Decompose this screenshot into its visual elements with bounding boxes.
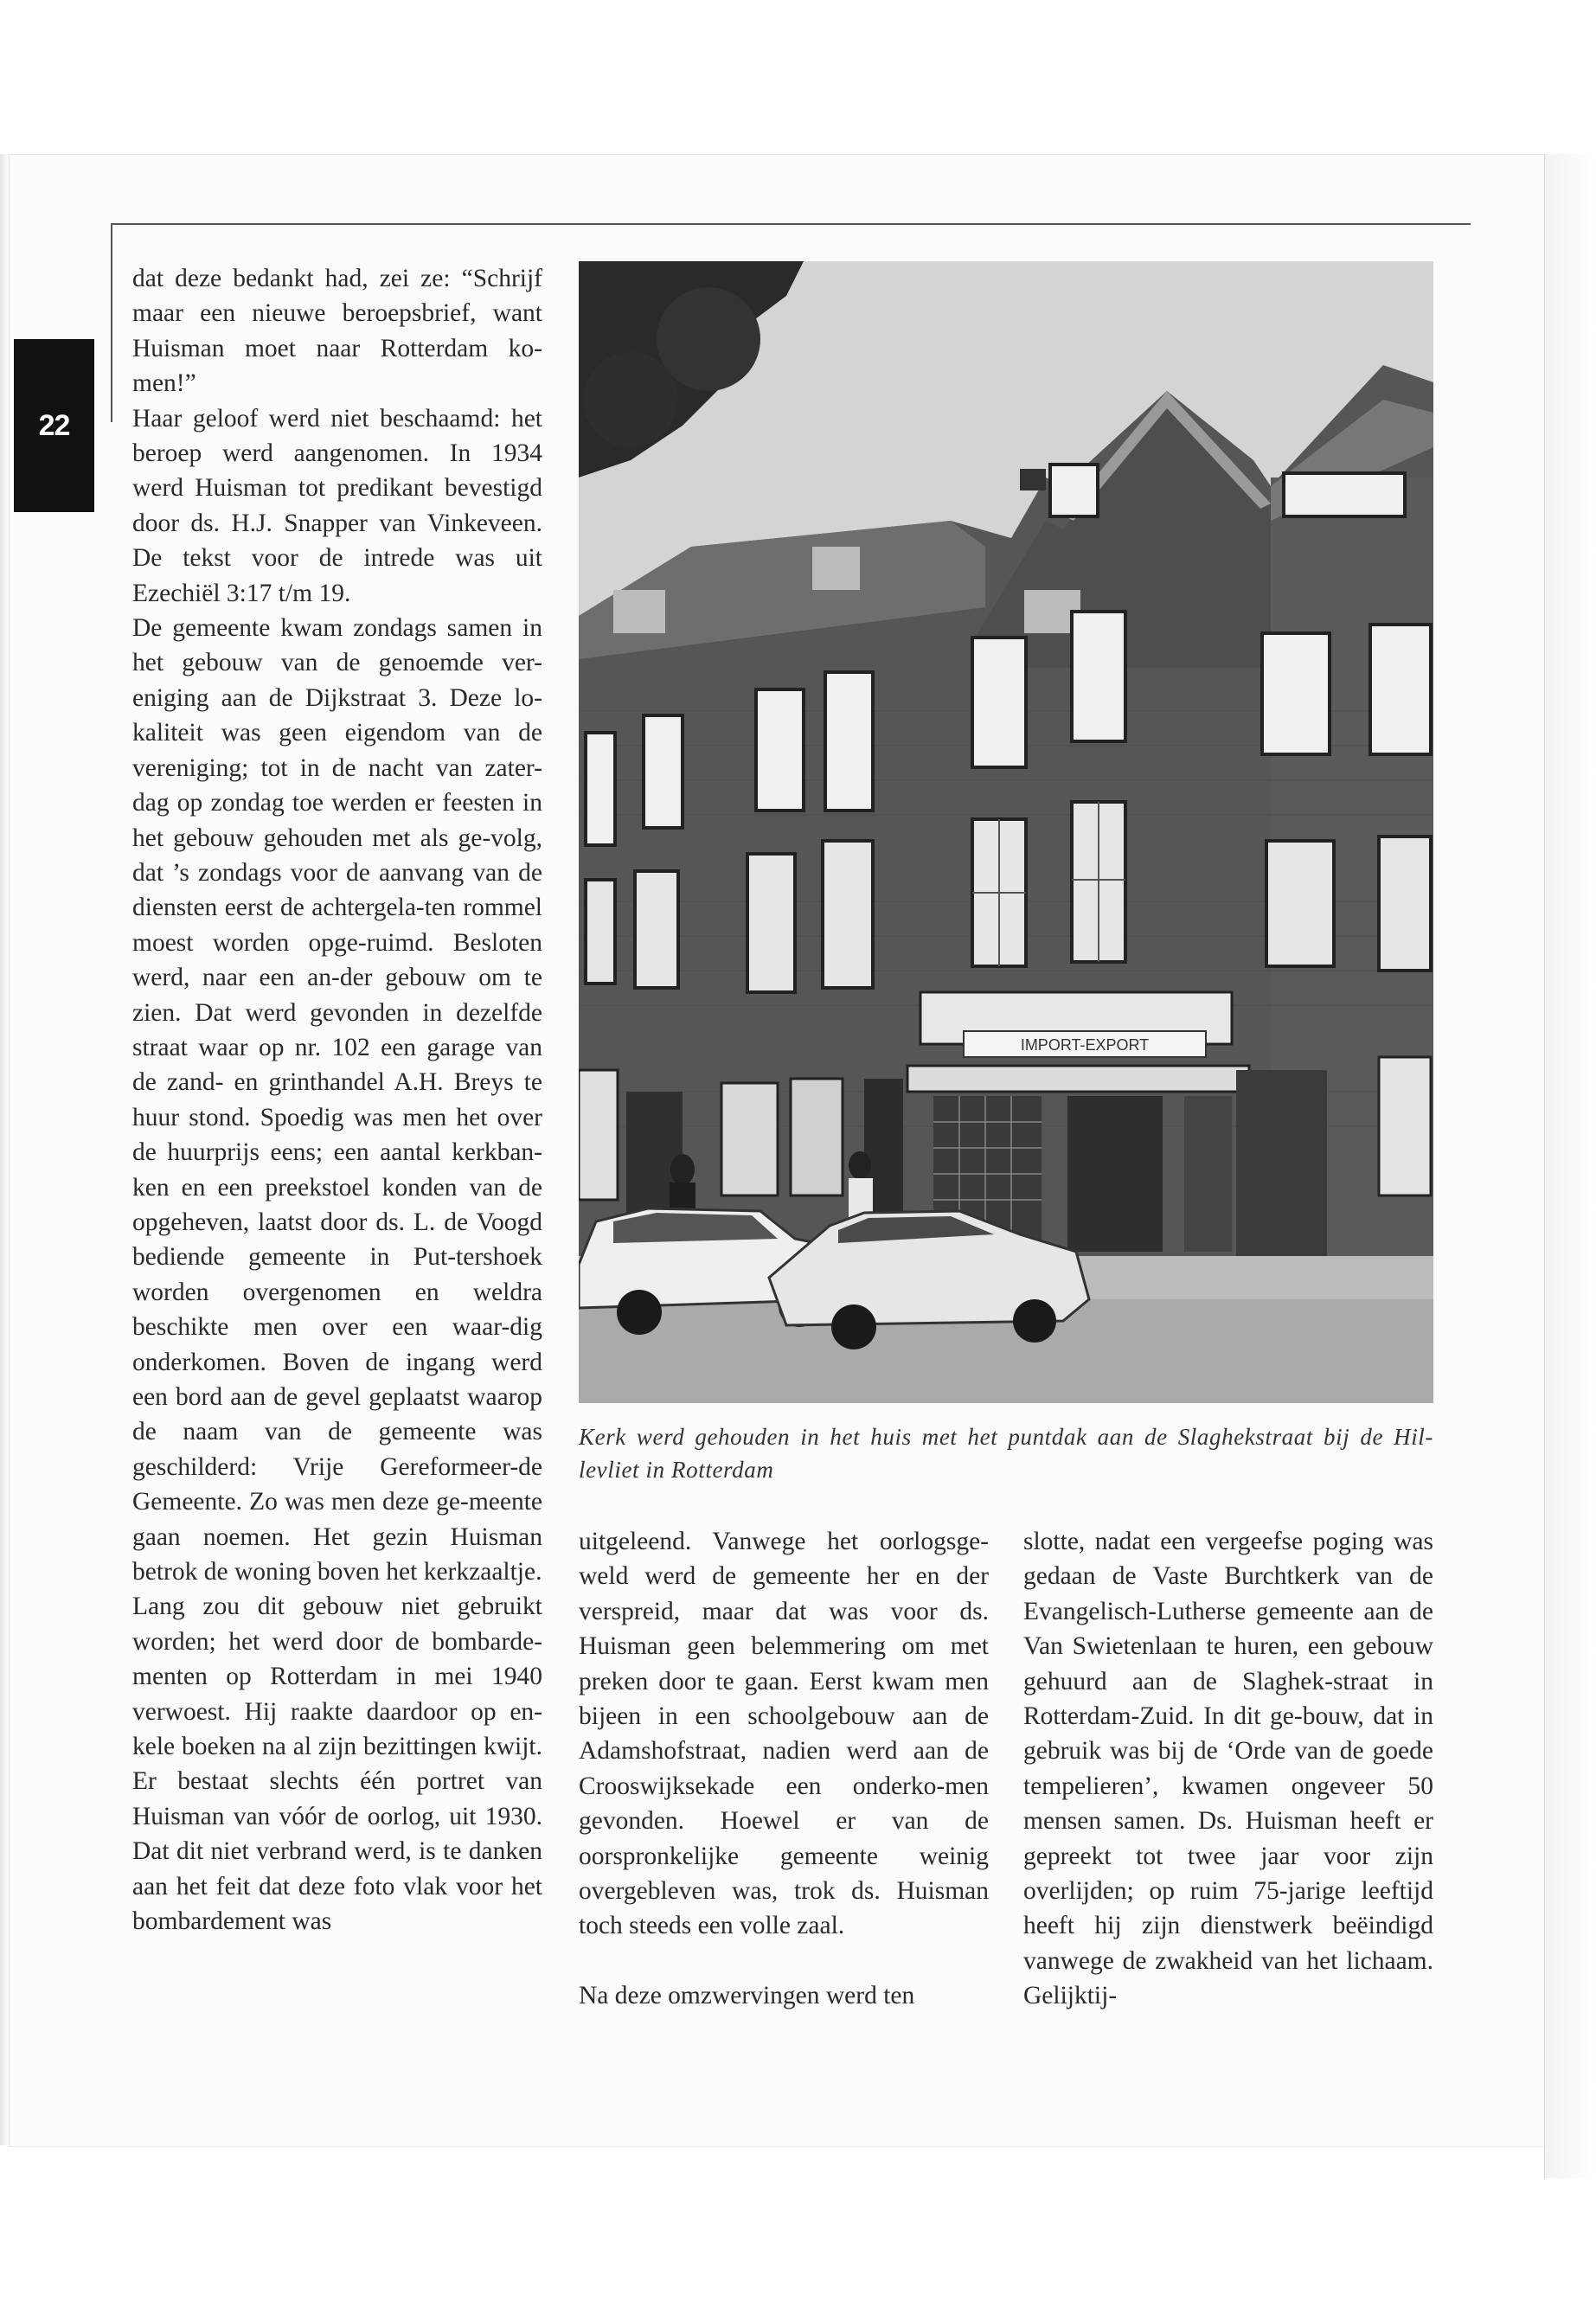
paragraph: Na deze omzwervingen werd ten [579, 1981, 915, 2009]
paragraph: slotte, nadat een vergeefse poging was gedaan de Vaste Burchtkerk van de Evangelisch-Lutherse gemeente aan de Van Swietenlaan te huren, een gebouw gehuurd aan de Slaghek-straat in Rotterdam-Zuid. In dit ge-bouw, dat in gebruik was bij de ‘Orde van de goede tempelieren’, kwamen ongeveer 50 mensen samen. Ds. Huisman heeft er gepreekt tot twee jaar voor zijn overlijden; op ruim 75-jarige leeftijd heeft hij zijn dienstwerk beëindigd vanwege de zwakheid van het lichaam. Gelijktij- [1023, 1528, 1433, 2010]
street-photo [579, 261, 1433, 1403]
text-column-middle [579, 1524, 989, 2013]
margin-rule [111, 223, 112, 422]
paragraph: Lang zou dit gebouw niet gebruikt worden; het werd door de bombarde-menten op Rotterdam in mei 1940 verwoest. Hij raakte daardoor op en-kele boeken na al zijn bezittingen kwijt. Er bestaat slechts één portret van Huisman van vóór de oorlog, uit 1930. Dat dit niet verbrand werd, is te danken aan het feit dat deze foto vlak voor het bombardement was [132, 1593, 542, 1936]
shop-sign-text: IMPORT-EXPORT [1020, 1036, 1150, 1054]
header-rule [111, 223, 1471, 225]
paragraph: Haar geloof werd niet beschaamd: het beroep werd aangenomen. In 1934 werd Huisman tot predikant bevestigd door ds. H.J. Snapper van Vinkeveen. De tekst voor de intrede was uit Ezechiël 3:17 t/m 19. [132, 404, 542, 607]
text-column-left [132, 261, 542, 1939]
paragraph: uitgeleend. Vanwege het oorlogsge-weld werd de gemeente her en der verspreid, maar dat was voor ds. Huisman geen belemmering om met preken door te gaan. Eerst kwam men bijeen in een schoolgebouw aan de Adamshofstraat, nadien werd aan de Crooswijksekade een onderko-men gevonden. Hoewel er van de oorspronkelijke gemeente weinig overgebleven was, trok ds. Huisman toch steeds een volle zaal. [579, 1528, 989, 1940]
paragraph: dat deze bedankt had, zei ze: “Schrijf maar een nieuwe beroepsbrief, want Huisman moet naar Rotterdam ko-men!” [132, 265, 542, 398]
photo-caption: Kerk werd gehouden in het huis met het puntdak aan de Slaghekstraat bij de Hil-levliet in Rotterdam [579, 1424, 1433, 1483]
page-number-tab [14, 339, 94, 512]
next-page-edge [1544, 154, 1596, 2178]
page-left-shadow [0, 154, 9, 2145]
page-number: 22 [38, 408, 70, 442]
text-column-right [1023, 1524, 1433, 2014]
paragraph: De gemeente kwam zondags samen in het gebouw van de genoemde ver-eniging aan de Dijkstraat 3. Deze lo-kaliteit was geen eigendom van de vereniging; tot in de nacht van zater-dag op zondag toe werden er feesten in het gebouw gehouden met als ge-volg, dat ’s zondags voor de aanvang van de diensten eerst de achtergela-ten rommel moest worden opge-ruimd. Besloten werd, naar een an-der gebouw om te zien. Dat werd gevonden in dezelfde straat waar op nr. 102 een garage van de zand- en grinthandel A.H. Breys te huur stond. Spoedig was men het over de huurprijs eens; een aantal kerkban-ken en een preekstoel konden van de opgeheven, laatst door ds. L. de Voogd bediende gemeente in Put-tershoek worden overgenomen en weldra beschikte men over een waar-dig onderkomen. Boven de ingang werd een bord aan de gevel geplaatst waarop de naam van de gemeente was geschilderd: Vrije Gereformeer-de Gemeente. Zo was men deze ge-meente gaan noemen. Het gezin Huisman betrok de woning boven het kerkzaaltje. [132, 614, 542, 1586]
